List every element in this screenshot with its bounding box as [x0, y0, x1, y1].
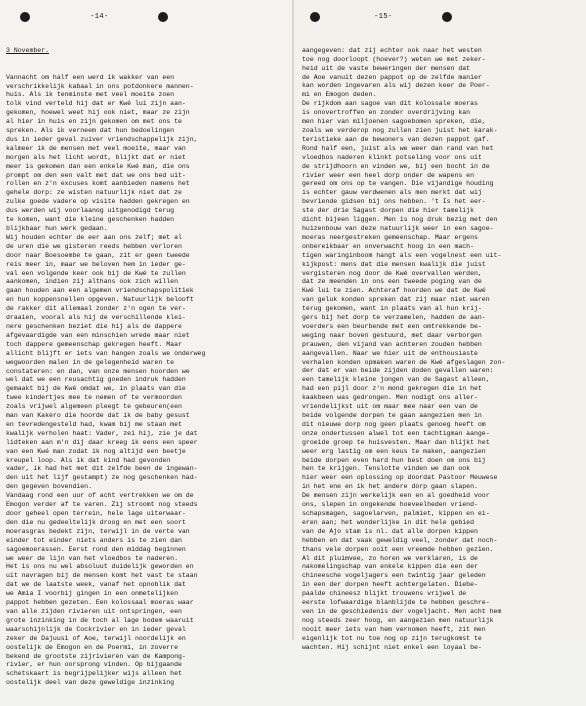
text-line: lidteken aan m'n dij daar kreeg ik eens een speer: [6, 438, 198, 446]
text-line: einder tot einder niets anders is te zien dan: [6, 536, 182, 544]
text-line: gehele dorp: ze wisten natuurlijk niet dat ze: [6, 189, 182, 197]
text-line: den uit het lijf gestampt) ze nog geschenken had-: [6, 474, 198, 482]
text-line: val een volgende keer ook bij de Kwé te zullen: [6, 269, 186, 277]
text-line: onze ondertussen alwel tot een tachtigman aange-: [302, 429, 490, 437]
text-line: moerasgras bedekt zijn, terwijl in de verte van: [6, 527, 190, 535]
text-line: allicht blijft er iets van hangen zoals we onderweg: [6, 349, 206, 357]
text-line: de uren die we gisteren reeds hebben verloren: [6, 242, 182, 250]
text-line: zoals vrijwel algemeen pleegt te gebeuren(een: [6, 403, 182, 411]
text-line: constateren: en dan, van onze mensen hoorden we: [6, 367, 190, 375]
text-line: draaien, vooral als hij de verschillende klei-: [6, 314, 186, 322]
punch-hole-icon: [442, 12, 452, 22]
text-line: eren aan; het wonderlijke in dit hele gebied: [302, 518, 474, 526]
text-lines: [302, 47, 505, 653]
text-line: aangevallen. Naar we hier uit de enthousiaste: [302, 349, 478, 357]
text-line: dit nieuwe dorp nog geen plaats genoeg heeft om: [302, 420, 486, 428]
text-line: hen te krijgen. Tenslotte vinden we dan ook: [302, 465, 471, 473]
text-line: moeras neergestreken gemeenschap. Maar ergens: [302, 233, 478, 241]
text-line: teristieke aan de bewoners van dezen pappot gaf.: [302, 135, 490, 143]
text-line: zoals we verderop nog zullen zien juist het karak-: [302, 127, 498, 134]
text-line: grote inzinking in de toch al lage bodem waaruit: [6, 616, 194, 624]
text-line: huis. Als ik tenminste met veel moeite zoen: [6, 91, 175, 99]
text-line: sagoemoerassen. Eerst rond den middag beginnen: [6, 545, 186, 553]
text-line: ste der drie Sagast dorpen die hier tamelijk: [302, 207, 474, 215]
text-line: weging naar boven gestuurd, met daar verborgen: [302, 331, 482, 339]
page-text: [302, 29, 505, 670]
text-line: vloedbos naderen klinkt potseling voor ons uit: [302, 153, 482, 161]
text-line: kaakbeen was gedrongen. Men nodigt ons aller-: [302, 394, 478, 402]
text-line: Kwé lui te zien. Achteraf hoorden we dat de Kwé: [302, 287, 486, 295]
text-line: thans vele dorpen ooit een vreemde hebben gezien.: [302, 545, 494, 553]
text-line: zulke goede vadere op visite hadden gekregen en: [6, 198, 190, 206]
text-line: tolk vind verteld hij dat er Kwé lui zijn aan-: [6, 100, 186, 108]
text-line: in een der dorpen heeft achtergelaten. Diebe-: [302, 581, 478, 589]
text-line: paalde chineesz blijkt trouwens vrijwel de: [302, 590, 467, 598]
text-line: eigenlijk tot nu toe nog op zijn terugkomst te: [302, 634, 482, 642]
text-line: nere geschenken beziet die hij als de dappere: [6, 322, 182, 330]
text-line: is echter gauw verdwenen als men merkt dat wij: [302, 189, 482, 197]
text-line: men hier van miljoenen sagoebomen spreken, die,: [302, 118, 486, 126]
text-line: waarschijnlijk de Cockrivier en in ieder geval: [6, 625, 186, 633]
text-line: had een pijl door z'n mond gekregen die in het: [302, 385, 482, 393]
text-line: den gegeven bovendien.: [6, 483, 92, 491]
text-line: mi en Emogon deden.: [302, 91, 377, 99]
text-line: wel dat we een reusachtig goeden indruk hadden: [6, 376, 186, 384]
text-line: uit navragen bij de mensen komt het vast te staan: [6, 572, 198, 580]
text-line: gekomen, hoewel weet hij ook niet, maar ze zijn: [6, 109, 190, 117]
text-line: gaan houden aan een algemen vriendschapspolitiek: [6, 287, 194, 295]
page-number: -14-: [90, 13, 109, 21]
text-line: van alle zijden rivieren uit ontspringen, een: [6, 607, 182, 615]
text-line: de strijdhoorn en vinden we, bij een bocht in de: [302, 162, 490, 170]
text-line: toch dappere gemeenschap gekregen heeft. Maar: [6, 340, 182, 348]
text-line: dat ze meenden in ons een tweede poging van de: [302, 278, 482, 286]
text-line: hebben en dat vaak geweldig veel, zonder dat noch-: [302, 536, 498, 544]
text-line: huizenbouw van deze natuurlijk weer in een sagoe-: [302, 224, 494, 232]
text-line: eerste lofwaardige blanblijde te hebben geschre-: [302, 599, 490, 607]
page-number: -15-: [374, 13, 393, 21]
text-line: in het ene en ik het andere dorp gaan slapen.: [302, 483, 478, 491]
date-heading: 3 November.: [6, 46, 49, 54]
text-lines: [6, 74, 205, 689]
page-left: [0, 0, 292, 687]
text-line: Rond half een, juist als we weer dan rand van het: [302, 144, 494, 152]
text-line: nooit meer iets van hem vernomen heeft, zit men: [302, 625, 486, 633]
text-line: aangegeven: dat zij echter ook naar het westen: [302, 46, 482, 54]
text-line: is onovertroffen en zonder overdrijving kan: [302, 109, 471, 117]
text-line: vriendelijkst uit om maar mee naar een van de: [302, 403, 478, 411]
text-line: zeker de Dajuusi of Aoe, terwijl noordelijk en: [6, 634, 186, 642]
text-line: dus werden wij voorlaanog uitgenodigd terug: [6, 207, 175, 215]
text-line: bevriende gidsen bij ons hebben. 't Is het eer-: [302, 198, 486, 206]
text-line: meer is gekomen dan een enkele Kwé man, die ons: [6, 162, 190, 170]
page-right: [294, 0, 586, 651]
text-line: van de Ajo stam is nl. dat alle dorpen kippen: [302, 527, 478, 535]
text-line: Wij houden echter de eer aan ons zelf; met al: [6, 233, 182, 241]
text-line: twee kindertjes mee te nemen of te vermoorden: [6, 394, 182, 402]
text-line: verhalen konden opmaken waren de Kwé afgeslagen zon-: [302, 358, 506, 366]
text-line: gereed om ons op te vangen. Die vijandige houding: [302, 180, 494, 188]
text-line: toe nog doorloopt (hoever?) weten we met zeker-: [302, 55, 486, 63]
text-line: voerders een beurbende met een omtrekkende be-: [302, 322, 482, 330]
punch-hole-icon: [158, 12, 168, 22]
text-line: al hier in huis en zijn gekomen om met ons te: [6, 118, 182, 126]
text-line: rollen en z'n excuses komt aanbieden namens het: [6, 180, 190, 188]
text-line: ons, slepen in ongekende hoeveelheden vriend-: [302, 501, 478, 509]
text-line: verschrikkelijk kabaal in ons potdonkere mannen-: [6, 82, 194, 90]
text-line: aankomen, indien zij althans ook zich willen: [6, 278, 178, 286]
text-line: schetskaart is begrijpelijker wijs alleen het: [6, 670, 182, 678]
text-line: dicht bijeen liggen. Men is nog druk bezig met den: [302, 216, 498, 224]
text-line: kijkpost: mens dat die mensen kwalijk die juist: [302, 260, 486, 268]
text-line: morgen als het licht wordt, blijkt dat er niet: [6, 153, 186, 161]
text-line: van een Kwé man zodat ik nog altijd een beetje: [6, 447, 186, 455]
text-line: terug gekomen, want in plaats van al hun krij-: [302, 305, 482, 313]
text-line: groeide groep te huisvesten. Maar dan blijkt het: [302, 438, 490, 446]
text-line: prompt om den een valt met dat we ons bed uit-: [6, 171, 186, 179]
text-line: rivier, er hun oorsprong vinden. Op bijgaande: [6, 661, 182, 669]
text-line: der dat er van beide zijden doden gevallen waren:: [302, 367, 494, 375]
text-line: reis meer in, maar we beloven hem in ieder ge-: [6, 260, 186, 268]
text-line: Vandaag rond een uur of acht vertrekken we om de: [6, 492, 194, 500]
punch-hole-icon: [310, 12, 320, 22]
text-line: de Aoe vanuit dezen pappot op de zelfde manier: [302, 73, 482, 81]
text-line: Emogon verder af te varen. Zij stroomt nog steeds: [6, 501, 198, 509]
text-line: de rakker dit allemaal zonder z'n ogen te ver-: [6, 305, 186, 313]
text-line: en tevredengesteld had, kwam bij me staan met: [6, 420, 182, 428]
text-line: we Amia I voorbij gingen in een onmetelijken: [6, 590, 178, 598]
text-line: van geluk konden spreken dat zij maar niet waren: [302, 296, 490, 304]
text-line: wegwoorden malen in de gelegenheid waren te: [6, 358, 175, 366]
text-line: kan worden ingevaren als wij dezen keer de Poer-: [302, 82, 490, 90]
text-line: onbereikbaar en onverwacht hoog in een mach-: [302, 242, 474, 250]
text-line: beide volgende dorpen te gaan aangezien men in: [302, 412, 482, 419]
text-line: wachten. Hij schijnt niet enkel een loyaal be-: [302, 643, 482, 651]
text-line: door geheel open terrein, hele lage uiterwaar-: [6, 510, 186, 517]
text-line: De rijkdom aan sagoe van dit kolossale moeras: [302, 100, 478, 108]
text-line: oostelijk de Emogon en de Poermi, in zoverre: [6, 643, 178, 651]
text-line: vader, ik had het met dit zelfde been de ingewan-: [6, 465, 198, 473]
text-line: den die nu gedeeltelijk droog en met een soort: [6, 518, 186, 526]
text-line: kreupel loop. Als ik dat kind had gevonden: [6, 456, 171, 464]
text-line: De mensen zijn werkelijk een en al goedheid voor: [302, 492, 490, 500]
text-line: heid uit de vaste beweringen der mensen dat: [302, 64, 471, 72]
text-line: blijkbaar hun werk gedaan.: [6, 225, 108, 232]
text-line: kwalijk verholen haat: Vader, zei hij, zie je dat: [6, 429, 198, 437]
text-line: gers bij het dorp te verzamelen, hadden de aan-: [302, 314, 486, 322]
text-line: weer erg lastig om een keus te maken, aangezien: [302, 447, 486, 455]
text-line: Al dit pluimvee, zo horen we verklaren, is de: [302, 554, 478, 562]
text-line: we weer de lijn van het vloedbos te naderen.: [6, 554, 178, 562]
text-line: Het is ons nu wel absoluut duidelijk geworden en: [6, 563, 194, 571]
text-line: man van Kakero die hoorde dat ik de baby gesust: [6, 412, 190, 420]
page-text: [6, 29, 205, 706]
text-line: nakomelingschap van enkele kippen die een der: [302, 563, 478, 571]
text-line: door naar Boesoembe te gaan, zit er geen tweede: [6, 251, 190, 259]
text-line: tigen waringinboom hangt als een vogelnest een uit-: [302, 251, 502, 259]
text-line: prauwen, den vijand van achteren zouden hebben: [302, 340, 482, 348]
text-line: dus in ieder geval zuiver vriendschappelijk zijn,: [6, 135, 198, 143]
text-line: bekend de grootste zijrivieren van de Kampong-: [6, 652, 186, 660]
text-line: ven in de geschiedenis der vogeljacht. Men acht hem: [302, 607, 502, 615]
text-line: oostelijk deel van deze geweldige inzinking: [6, 679, 175, 687]
text-line: schapsmagen, sagoelarven, palmiet, kippen en ei-: [302, 509, 490, 517]
text-line: pappot hebben gezeten. Een kolossaal moeras waar: [6, 599, 194, 607]
text-line: hier weer een oplossing op doordat Pastoor Meuwese: [302, 474, 498, 482]
text-line: nog steeds zeer hoog, en aangezien men natuurlijk: [302, 616, 494, 624]
text-line: rivier weer een heel dorp onder de wapens en: [302, 171, 474, 179]
text-line: chineesche vogeljagers een twintig jaar geleden: [302, 572, 486, 580]
text-line: spreken. Als ik verneem dat hun bedoelingen: [6, 127, 175, 135]
text-line: te komen, want die kleine geschenken hadden: [6, 216, 175, 224]
text-line: beide dorpen even hard hun best doen om ons bij: [302, 456, 486, 464]
text-line: gemaakt bij de Kwé omdat we, in plaats van die: [6, 385, 186, 393]
text-line: Vannacht om half een werd ik wakker van een: [6, 73, 175, 81]
text-line: kalmeer ik de mensen met veel moeite, maar van: [6, 144, 186, 152]
text-line: een tamelijk kleine jongen van de Sagast alleen,: [302, 376, 490, 384]
text-line: en hun koppensnellen opgeven. Natuurlijk belooft: [6, 296, 194, 304]
text-line: vergisteren nog door de Kwé overvallen werden,: [302, 269, 482, 277]
punch-hole-icon: [20, 12, 30, 22]
text-line: afgevaardigde van een minschien wrede maar niet: [6, 331, 190, 339]
text-line: dat we de laatste week, vanaf het opnoblik dat: [6, 581, 186, 589]
